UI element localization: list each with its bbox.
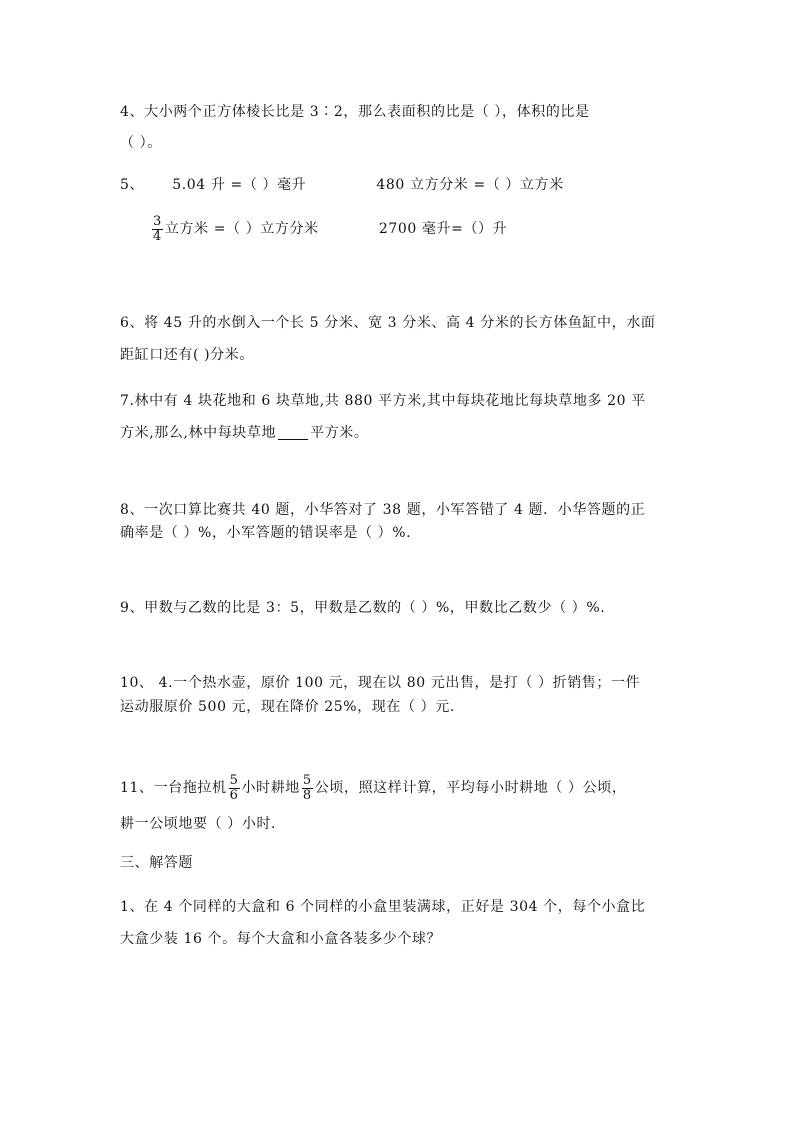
q4-line2: （ ）。 (120, 135, 162, 151)
q5-label: 5、 (120, 177, 145, 193)
q7-line2-pre: 方米,那么,林中每块草地 (120, 425, 277, 441)
q8-line1: 8、一次口算比赛共 40 题，小华答对了 38 题，小军答错了 4 题．小华答题的正 (120, 502, 646, 518)
q7-line2 (120, 423, 369, 443)
q6-line1: 6、将 45 升的水倒入一个长 5 分米、宽 3 分米、高 4 分米的长方体鱼缸中，水面 (120, 315, 656, 331)
q7-line2-post: 平方米。 (310, 425, 369, 441)
q5-item1: 5.04 升 =（ ）毫升 (172, 177, 307, 193)
q11-frac2-num: 5 (302, 772, 312, 788)
q6-line2: 距缸口还有( )分米。 (120, 347, 254, 363)
a1-line1: 1、在 4 个同样的大盒和 6 个同样的小盒里装满球，正好是 304 个，每个小盒比 (120, 899, 646, 915)
q11-fraction-2 (302, 774, 313, 803)
q11-frac1-num: 5 (229, 772, 239, 788)
q5-line2 (150, 211, 507, 247)
q4-line1: 4、大小两个正方体棱长比是 3∶2，那么表面积的比是（ ），体积的比是 (120, 104, 590, 120)
q11-frac2-den: 8 (302, 787, 312, 803)
q10-line1: 10、 4.一个热水壶，原价 100 元，现在以 80 元出售，是打（ ）折销售；一件 (120, 675, 641, 691)
q10-line2: 运动服原价 500 元，现在降价 25%，现在（ ）元. (120, 699, 455, 715)
q11-frac1-den: 6 (229, 787, 239, 803)
q11-pre: 11、一台拖拉机 (120, 780, 227, 796)
q11-fraction-1 (229, 774, 240, 803)
q11-mid: 小时耕地 (241, 780, 300, 796)
q11-line2: 耕一公顷地要（ ）小时. (120, 816, 277, 832)
q5-line1 (120, 175, 564, 195)
q5-frac-num: 3 (153, 213, 162, 229)
a1-line2: 大盒少装 16 个。每个大盒和小盒各装多少个球？ (120, 931, 442, 947)
q7-line1: 7.林中有 4 块花地和 6 块草地,共 880 平方米,其中每块花地比每块草地多 20 平 (120, 393, 646, 409)
q11-post: 公顷，照这样计算，平均每小时耕地（ ）公顷， (314, 780, 627, 796)
q5-item2: 480 立方分米 =（ ）立方米 (376, 177, 564, 193)
q5-frac-den: 4 (153, 228, 162, 244)
q5-item3: 立方米 =（ ）立方分米 (164, 221, 319, 237)
q8-line2: 确率是（ ）%，小军答题的错误率是（ ）%. (120, 525, 412, 541)
q5-fraction (152, 215, 163, 244)
q5-item4: 2700 毫升=（）升 (378, 221, 508, 237)
q7-answer-blank[interactable] (278, 425, 308, 440)
q11-line1 (120, 770, 626, 806)
q9-line1: 9、甲数与乙数的比是 3：5，甲数是乙数的（ ）%，甲数比乙数少（ ）%. (120, 600, 606, 616)
section-3-title: 三、解答题 (120, 855, 193, 871)
